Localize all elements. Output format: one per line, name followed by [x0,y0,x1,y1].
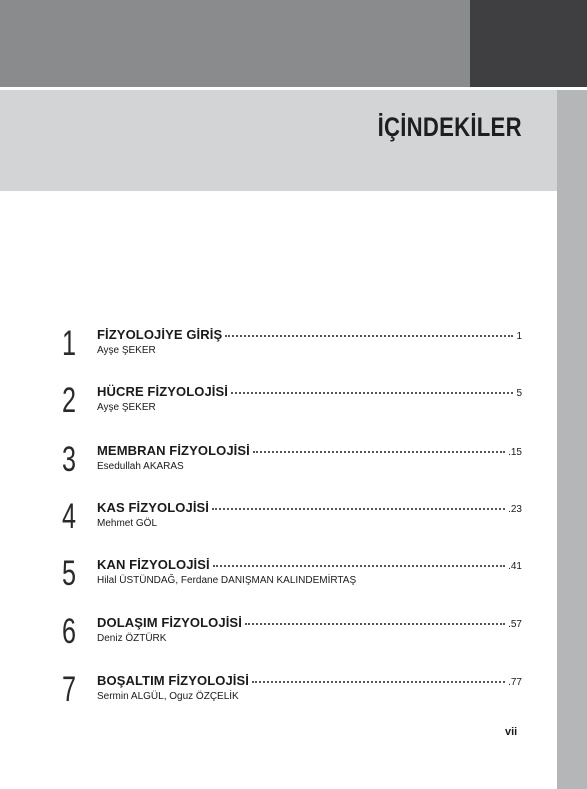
chapter-title[interactable]: KAN FİZYOLOJİSİ [97,557,210,572]
dot-leader [245,622,505,625]
chapter-number: 2 [62,381,77,420]
toc-entry[interactable] [62,440,522,489]
toc-entry[interactable] [62,670,522,719]
toc-entry[interactable] [62,612,522,661]
page-number: .77 [508,677,522,688]
chapter-title[interactable]: DOLAŞIM FİZYOLOJİSİ [97,615,242,630]
page-number: 1 [516,331,522,342]
page-number: .23 [508,504,522,515]
page-number: .57 [508,619,522,630]
dot-leader [212,507,505,510]
toc-line [97,673,522,688]
chapter-title[interactable]: MEMBRAN FİZYOLOJİSİ [97,443,250,458]
toc-entry[interactable] [62,497,522,546]
chapter-author: Mehmet GÖL [97,518,158,529]
chapter-number: 5 [62,554,77,593]
dot-leader [225,334,513,337]
chapter-author: Ayşe ŞEKER [97,345,156,356]
chapter-number: 7 [62,670,77,709]
page-folio: vii [505,726,518,738]
toc-line [97,384,522,399]
toc-line [97,557,522,572]
toc-line [97,327,522,342]
toc-entry[interactable] [62,554,522,603]
chapter-author: Hilal ÜSTÜNDAĞ, Ferdane DANIŞMAN KALINDEMİRTAŞ [97,575,357,586]
chapter-number: 3 [62,440,77,479]
chapter-author: Ayşe ŞEKER [97,402,156,413]
chapter-title[interactable]: HÜCRE FİZYOLOJİSİ [97,384,228,399]
side-strip [557,90,587,789]
chapter-author: Sermin ALGÜL, Oguz ÖZÇELİK [97,691,239,702]
chapter-author: Esedullah AKARAS [97,461,184,472]
chapter-title[interactable]: FİZYOLOJİYE GİRİŞ [97,327,223,342]
toc-line [97,615,522,630]
chapter-author: Deniz ÖZTÜRK [97,633,167,644]
page-number: .15 [508,447,522,458]
page-number: 5 [516,388,522,399]
toc-entry[interactable] [62,381,522,430]
chapter-title[interactable]: BOŞALTIM FİZYOLOJİSİ [97,673,249,688]
chapter-title[interactable]: KAS FİZYOLOJİSİ [97,500,210,515]
dot-leader [231,391,513,394]
toc-line [97,500,522,515]
toc-line [97,443,522,458]
chapter-number: 6 [62,612,77,651]
dot-leader [213,564,505,567]
page-number: .41 [508,561,522,572]
dot-leader [252,680,505,683]
chapter-number: 1 [62,324,77,363]
page-title: İÇİNDEKİLER [377,112,522,142]
dot-leader [253,450,505,453]
chapter-number: 4 [62,497,77,536]
toc-entry[interactable] [62,324,522,373]
